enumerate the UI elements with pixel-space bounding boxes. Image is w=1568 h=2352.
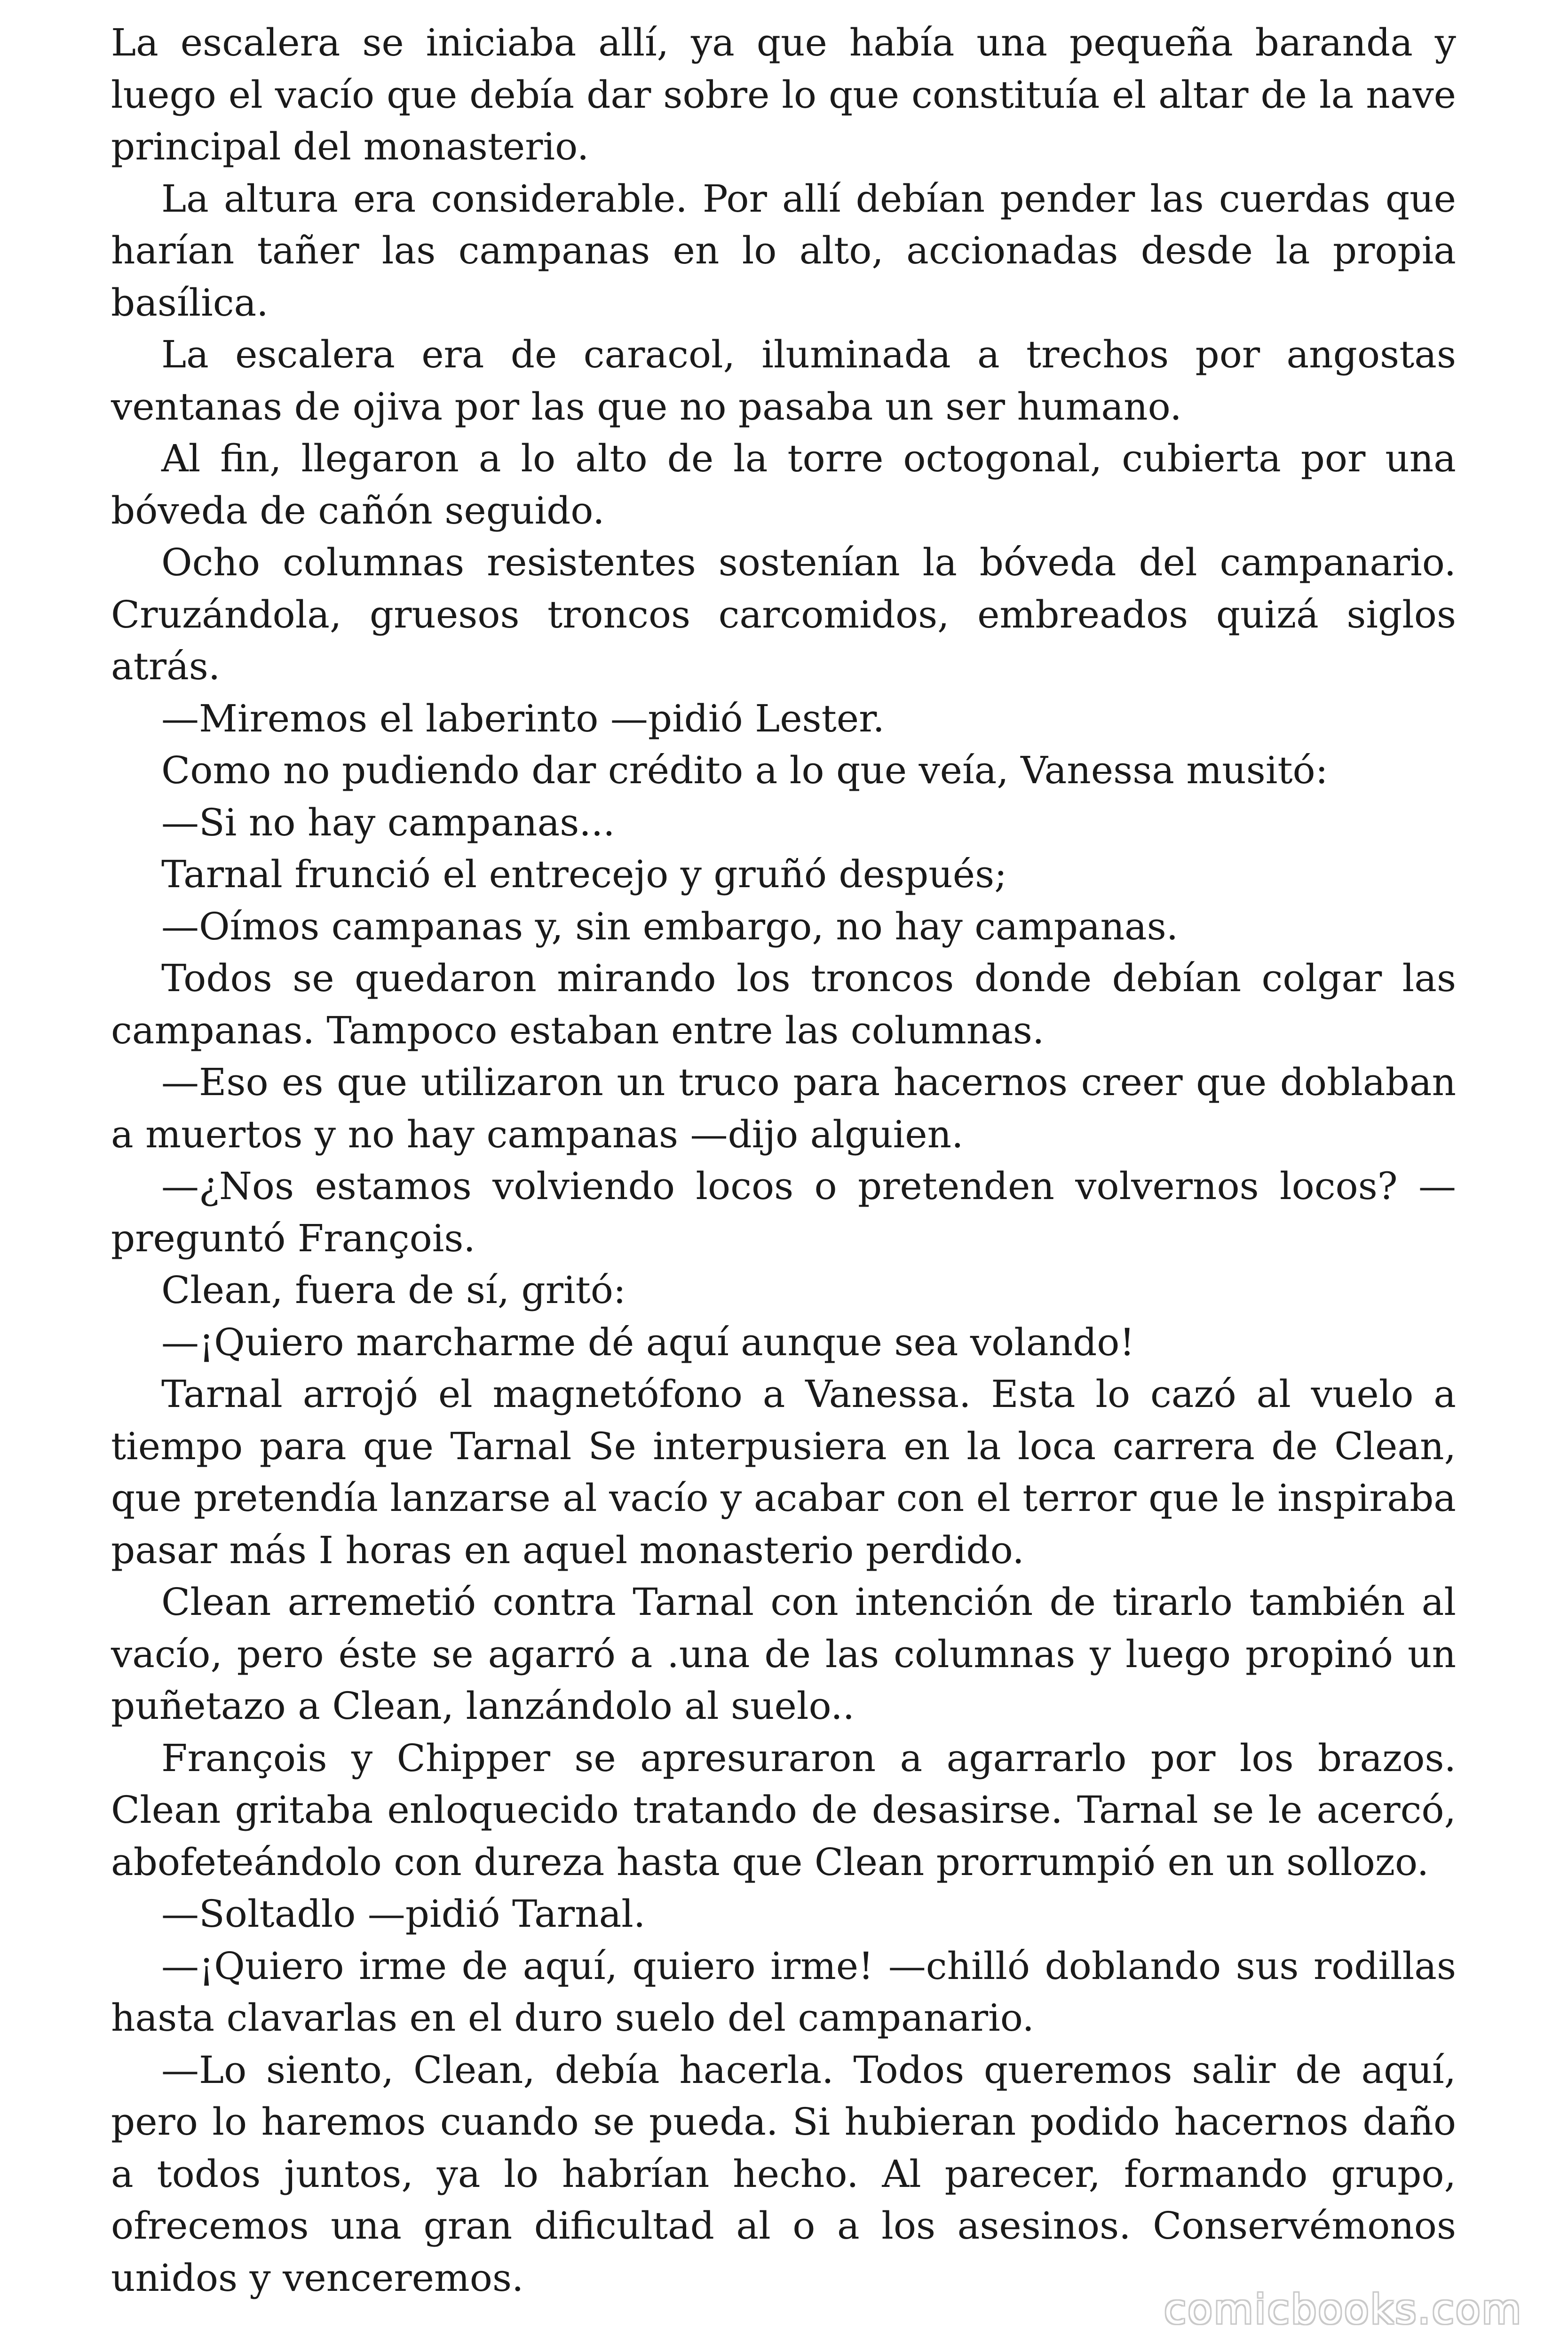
paragraph: Ocho columnas resistentes sostenían la bóveda del campanario. Cruzándola, gruesos troncos carcomidos, embreados quizá siglos atrás. [111,540,1456,688]
paragraph: —¡Quiero marcharme dé aquí aunque sea volando! [161,1320,1135,1364]
paragraph: —Eso es que utilizaron un truco para hacernos creer que doblaban a muertos y no hay campanas —dijo alguien. [111,1060,1456,1156]
paragraph: —Si no hay campanas... [161,800,615,844]
paragraph: Tarnal frunció el entrecejo y gruñó después; [161,852,1007,896]
paragraph: Clean, fuera de sí, gritó: [161,1268,626,1312]
body-text [111,17,1456,2304]
watermark: comicbooks.com [1164,2286,1523,2333]
paragraph: —Lo siento, Clean, debía hacerla. Todos queremos salir de aquí, pero lo haremos cuando se pueda. Si hubieran podido hacernos daño a todos juntos, ya lo habrían hecho. Al parecer, formando grupo, ofrecemos una gran dificultad al o a los asesinos. Conservémonos unidos y venceremos. [111,2048,1456,2300]
paragraph: —¡Quiero irme de aquí, quiero irme! —chilló doblando sus rodillas hasta clavarlas en el duro suelo del campanario. [111,1944,1456,2040]
paragraph: Todos se quedaron mirando los troncos donde debían colgar las campanas. Tampoco estaban entre las columnas. [111,956,1456,1052]
paragraph: Como no pudiendo dar crédito a lo que veía, Vanessa musitó: [161,748,1328,792]
paragraph: —Miremos el laberinto —pidió Lester. [161,696,885,740]
paragraph: Clean arremetió contra Tarnal con intención de tirarlo también al vacío, pero éste se agarró a .una de las columnas y luego propinó un puñetazo a Clean, lanzándolo al suelo.. [111,1580,1456,1728]
paragraph: La escalera se iniciaba allí, ya que había una pequeña baranda y luego el vacío que debía dar sobre lo que constituía el altar de la nave principal del monasterio. [111,21,1456,168]
paragraph: —¿Nos estamos volviendo locos o pretenden volvernos locos? —preguntó François. [111,1164,1456,1260]
paragraph: —Soltadlo —pidió Tarnal. [161,1892,646,1936]
paragraph: Al fin, llegaron a lo alto de la torre octogonal, cubierta por una bóveda de cañón seguido. [111,437,1456,532]
paragraph: —Oímos campanas y, sin embargo, no hay campanas. [161,904,1179,948]
paragraph: François y Chipper se apresuraron a agarrarlo por los brazos. Clean gritaba enloquecido tratando de desasirse. Tarnal se le acercó, abofeteándolo con dureza hasta que Clean prorrumpió en un sollozo. [111,1736,1456,1884]
paragraph: Tarnal arrojó el magnetófono a Vanessa. Esta lo cazó al vuelo a tiempo para que Tarnal Se interpusiera en la loca carrera de Clean, que pretendía lanzarse al vacío y acabar con el terror que le inspiraba pasar más I horas en aquel monasterio perdido. [111,1372,1456,1572]
paragraph: La altura era considerable. Por allí debían pender las cuerdas que harían tañer las campanas en lo alto, accionadas desde la propia basílica. [111,176,1456,325]
paragraph: La escalera era de caracol, iluminada a trechos por angostas ventanas de ojiva por las que no pasaba un ser humano. [111,333,1456,429]
